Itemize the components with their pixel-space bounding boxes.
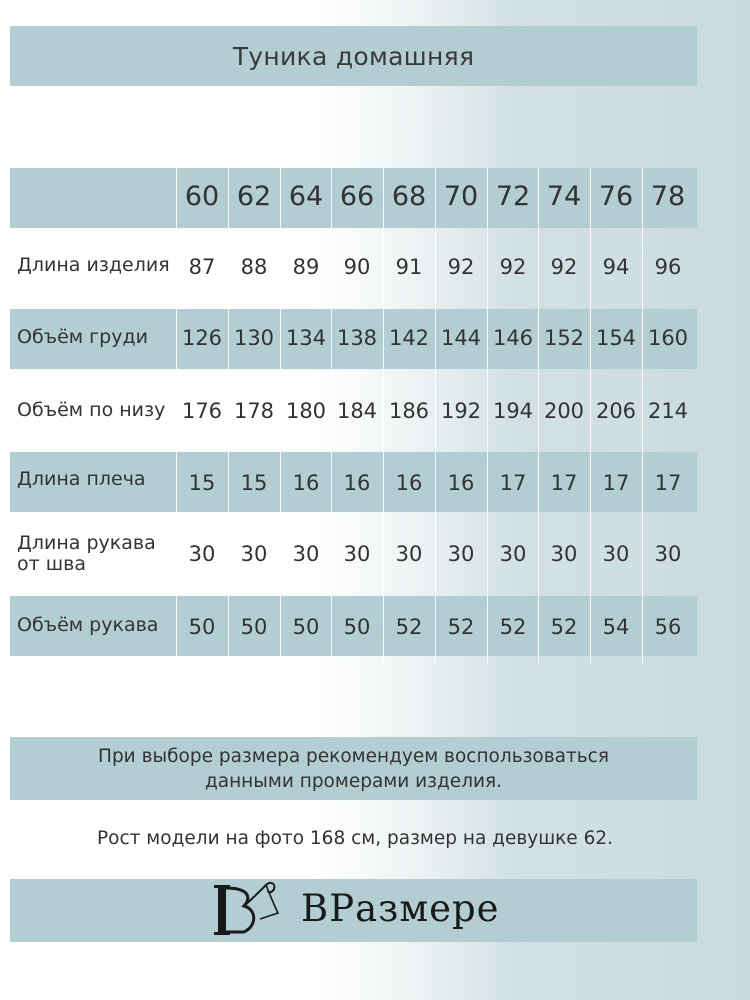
- row-label: Длина плеча: [17, 468, 146, 490]
- size-header-cell: 68: [391, 181, 427, 212]
- table-cell: 176: [181, 399, 223, 423]
- table-cell: 186: [388, 399, 430, 423]
- table-cell: 30: [447, 542, 475, 566]
- table-cell: 126: [181, 326, 223, 350]
- table-cell: 30: [395, 542, 423, 566]
- table-cell: 178: [233, 399, 275, 423]
- page-title: Туника домашняя: [232, 41, 475, 71]
- table-cell: 30: [188, 542, 216, 566]
- logo-band: [10, 879, 697, 942]
- table-cell: 30: [343, 542, 371, 566]
- table-cell: 194: [492, 399, 534, 423]
- table-cell: 30: [550, 542, 578, 566]
- size-header-cell: 78: [650, 181, 686, 212]
- row-label: Объём рукава: [17, 614, 159, 636]
- table-cell: 16: [292, 471, 320, 495]
- table-cell: 144: [440, 326, 482, 350]
- table-cell: 52: [447, 615, 475, 639]
- table-cell: 15: [188, 471, 216, 495]
- table-cell: 17: [602, 471, 630, 495]
- table-cell: 16: [447, 471, 475, 495]
- table-cell: 17: [550, 471, 578, 495]
- table-cell: 17: [654, 471, 682, 495]
- size-header-cell: 66: [339, 181, 375, 212]
- table-cell: 30: [499, 542, 527, 566]
- logo-b-mark-icon: [208, 879, 288, 942]
- size-header-cell: 72: [495, 181, 531, 212]
- table-cell: 17: [499, 471, 527, 495]
- table-cell: 52: [550, 615, 578, 639]
- table-cell: 88: [240, 255, 268, 279]
- table-cell: 134: [285, 326, 327, 350]
- size-header-cell: 76: [598, 181, 634, 212]
- table-cell: 206: [595, 399, 637, 423]
- table-cell: 89: [292, 255, 320, 279]
- table-cell: 30: [292, 542, 320, 566]
- note-line-1: При выборе размера рекомендуем воспользоваться: [98, 745, 609, 767]
- table-cell: 50: [240, 615, 268, 639]
- size-header-cell: 64: [288, 181, 324, 212]
- size-note-band: [10, 737, 697, 800]
- table-cell: 94: [602, 255, 630, 279]
- table-cell: 30: [240, 542, 268, 566]
- size-header-cell: 62: [236, 181, 272, 212]
- table-cell: 50: [292, 615, 320, 639]
- table-cell: 16: [395, 471, 423, 495]
- table-cell: 180: [285, 399, 327, 423]
- table-cell: 56: [654, 615, 682, 639]
- table-cell: 92: [447, 255, 475, 279]
- table-cell: 130: [233, 326, 275, 350]
- table-cell: 152: [543, 326, 585, 350]
- table-cell: 52: [499, 615, 527, 639]
- table-cell: 146: [492, 326, 534, 350]
- table-cell: 160: [647, 326, 689, 350]
- table-cell: 138: [336, 326, 378, 350]
- row-label: Длина изделия: [17, 254, 170, 276]
- table-cell: 50: [343, 615, 371, 639]
- table-cell: 192: [440, 399, 482, 423]
- table-cell: 30: [654, 542, 682, 566]
- table-cell: 154: [595, 326, 637, 350]
- table-cell: 16: [343, 471, 371, 495]
- table-cell: 90: [343, 255, 371, 279]
- table-cell: 184: [336, 399, 378, 423]
- table-cell: 15: [240, 471, 268, 495]
- row-label-line2: от шва: [17, 553, 86, 575]
- model-info-text: Рост модели на фото 168 см, размер на девушке 62.: [97, 828, 613, 849]
- note-line-2: данными промерами изделия.: [204, 770, 503, 792]
- table-cell: 91: [395, 255, 423, 279]
- table-cell: 96: [654, 255, 682, 279]
- size-header-cell: 70: [443, 181, 479, 212]
- table-cell: 50: [188, 615, 216, 639]
- logo-text: ВРазмере: [301, 887, 500, 930]
- row-label-line1: Длина рукава: [17, 532, 156, 554]
- table-cell: 92: [499, 255, 527, 279]
- table-cell: 92: [550, 255, 578, 279]
- table-cell: 54: [602, 615, 630, 639]
- table-cell: 200: [543, 399, 585, 423]
- row-label: Объём груди: [17, 326, 148, 348]
- row-label: Объём по низу: [17, 399, 166, 421]
- size-header-cell: 74: [546, 181, 582, 212]
- size-header-cell: 60: [184, 181, 220, 212]
- table-cell: 52: [395, 615, 423, 639]
- table-cell: 214: [647, 399, 689, 423]
- table-cell: 30: [602, 542, 630, 566]
- title-band: [10, 26, 697, 86]
- table-cell: 142: [388, 326, 430, 350]
- table-cell: 87: [188, 255, 216, 279]
